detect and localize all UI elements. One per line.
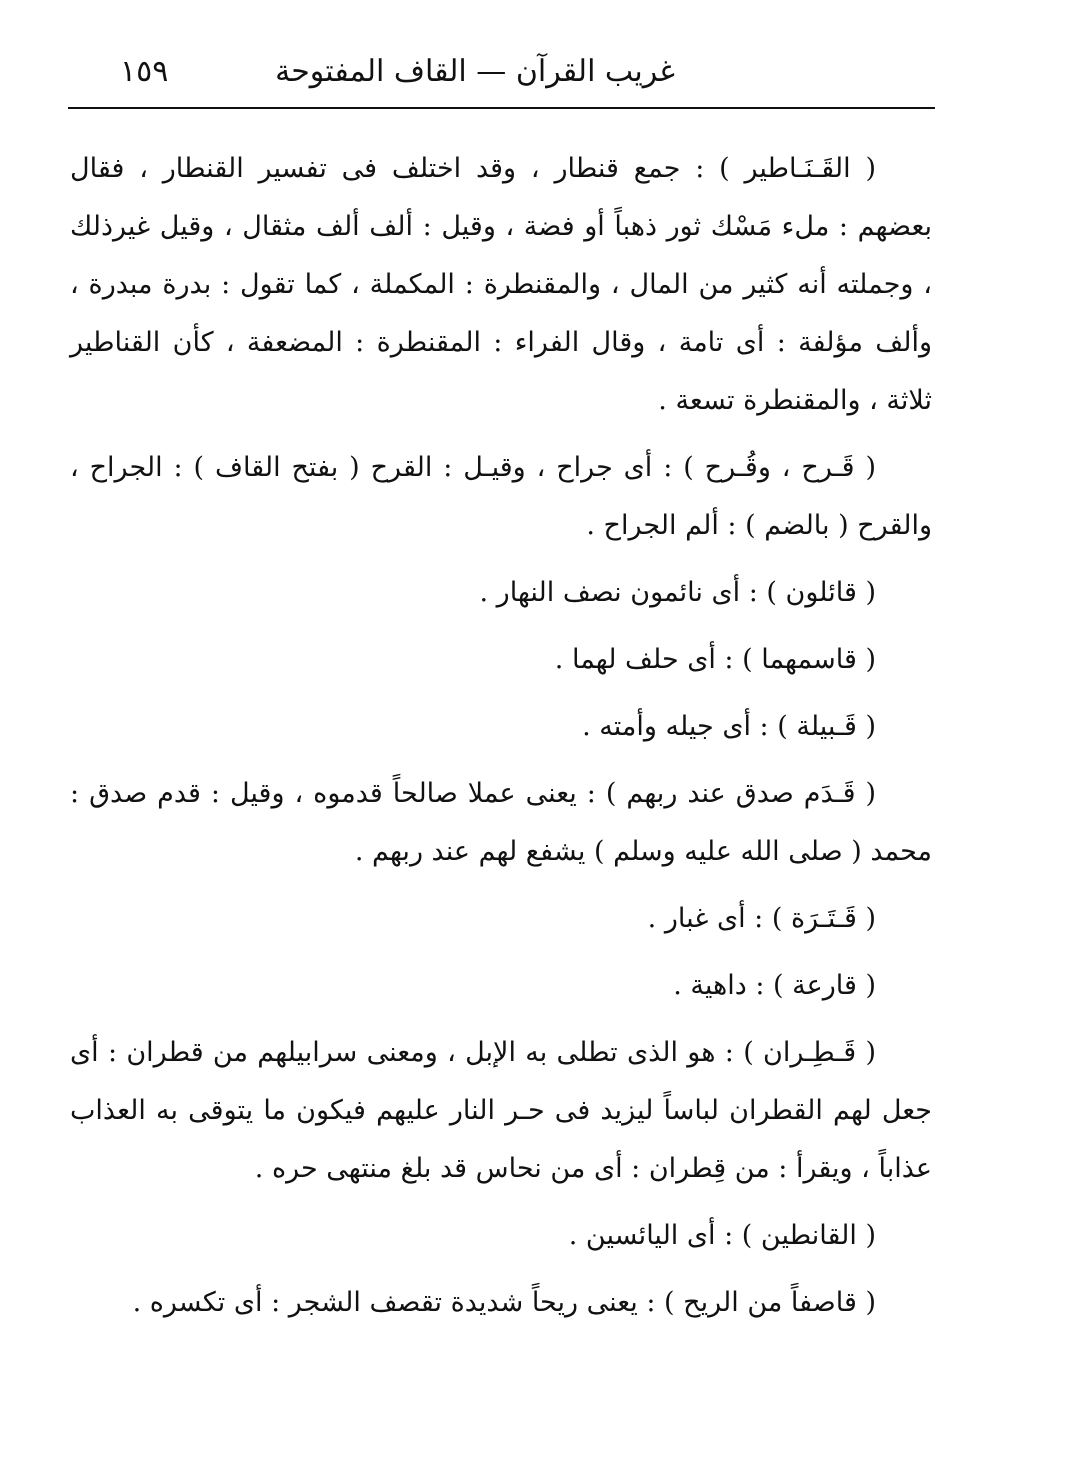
entry-qadam-sidq: ( قَـدَم صدق عند ربهم ) : يعنى عملا صالحاً قدموه ، وقيل : قدم صدق : محمد ( صلى الله عليه وسلم ) يشفع لهم عند ربهم . <box>70 778 932 867</box>
page-body <box>70 140 932 1341</box>
entry-qatiran: ( قَـطِـران ) : هو الذى تطلى به الإبل ، ومعنى سرابيلهم من قطران : أى جعل لهم القطران لباساً ليزيد فى حـر النار عليهم فيكون ما يتوقى به العذاب عذاباً ، ويقرأ : من قِطران : أى من نحاس قد بلغ منتهى حره . <box>70 1037 932 1184</box>
entry-qarh: ( قَـرح ، وقُـرح ) : أى جراح ، وقيـل : القرح ( بفتح القاف ) : الجراح ، والقرح ( بالضم ) : ألم الجراح . <box>70 452 932 541</box>
entry-qailun: ( قائلون ) : أى نائمون نصف النهار . <box>479 577 876 608</box>
entry-qanitin: ( القانطين ) : أى اليائسين . <box>568 1220 876 1251</box>
entry-qariah: ( قارعة ) : داهية . <box>673 970 876 1001</box>
running-title: غريب القرآن — القاف المفتوحة <box>275 54 675 89</box>
header-divider <box>68 107 935 109</box>
entry-qabila: ( قَـبيلة ) : أى جيله وأمته . <box>582 711 876 742</box>
entry-qanatir: ( القَـنَـاطير ) : جمع قنطار ، وقد اختلف فى تفسير القنطار ، فقال بعضهم : ملء مَسْك ثور ذهباً أو فضة ، وقيل : ألف ألف مثقال ، وقيل غيرذلك ، وجملته أنه كثير من المال ، والمقنطرة : المكملة ، كما تقول : بدرة مبدرة ، وألف مؤلفة : أى تامة ، وقال الفراء : المقنطرة : المضعفة ، كأن القناطير ثلاثة ، والمقنطرة تسعة . <box>70 153 932 416</box>
page-number: ١٥٩ <box>120 54 169 89</box>
entry-qasamahuma: ( قاسمهما ) : أى حلف لهما . <box>554 644 876 675</box>
entry-qasif: ( قاصفاً من الريح ) : يعنى ريحاً شديدة تقصف الشجر : أى تكسره . <box>132 1287 876 1318</box>
entry-qatara: ( قَـتَـرَة ) : أى غبار . <box>647 903 876 934</box>
page-header <box>70 48 935 108</box>
